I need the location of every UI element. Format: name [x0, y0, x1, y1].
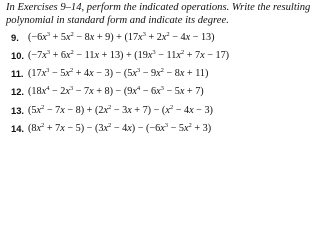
exercise-item [6, 101, 325, 119]
exercise-number: 14. [11, 122, 25, 134]
exercise-list [6, 28, 325, 137]
exercise-item [6, 28, 325, 46]
exercise-number: 12. [11, 86, 25, 98]
instructions-text: In Exercises 9–14, perform the indicated operations. Write the resulting polynomial in standard form and indicate its degree. [6, 2, 311, 26]
exercise-expression: $(8x^2 + 7x - 5) - (3x^2 - 4x) - (-6x^3 - 5x^2 + 3)$ [28, 121, 212, 134]
exercise-number: 10. [11, 49, 25, 61]
exercise-expression: $(-7x^3 + 6x^2 - 11x + 13) + (19x^3 - 11x^2 + 7x - 17)$ [28, 48, 230, 61]
exercise-expression: $(5x^2 - 7x - 8) + (2x^2 - 3x + 7) - (x^2 - 4x - 3)$ [28, 103, 213, 116]
exercise-item [6, 46, 325, 64]
exercise-number: 9. [11, 31, 19, 43]
exercise-number: 11. [11, 68, 24, 80]
exercise-item [6, 83, 325, 101]
exercise-item [6, 65, 325, 83]
exercise-expression: $(18x^4 - 2x^3 - 7x + 8) - (9x^4 - 6x^3 - 5x + 7)$ [28, 85, 204, 98]
exercise-number: 13. [11, 104, 25, 116]
exercise-expression: $(-6x^3 + 5x^2 - 8x + 9) + (17x^3 + 2x^2 - 4x - 13)$ [28, 30, 215, 43]
exercise-expression: $(17x^3 - 5x^2 + 4x - 3) - (5x^3 - 9x^2 - 8x + 11)$ [28, 67, 209, 80]
exercise-item [6, 119, 325, 137]
